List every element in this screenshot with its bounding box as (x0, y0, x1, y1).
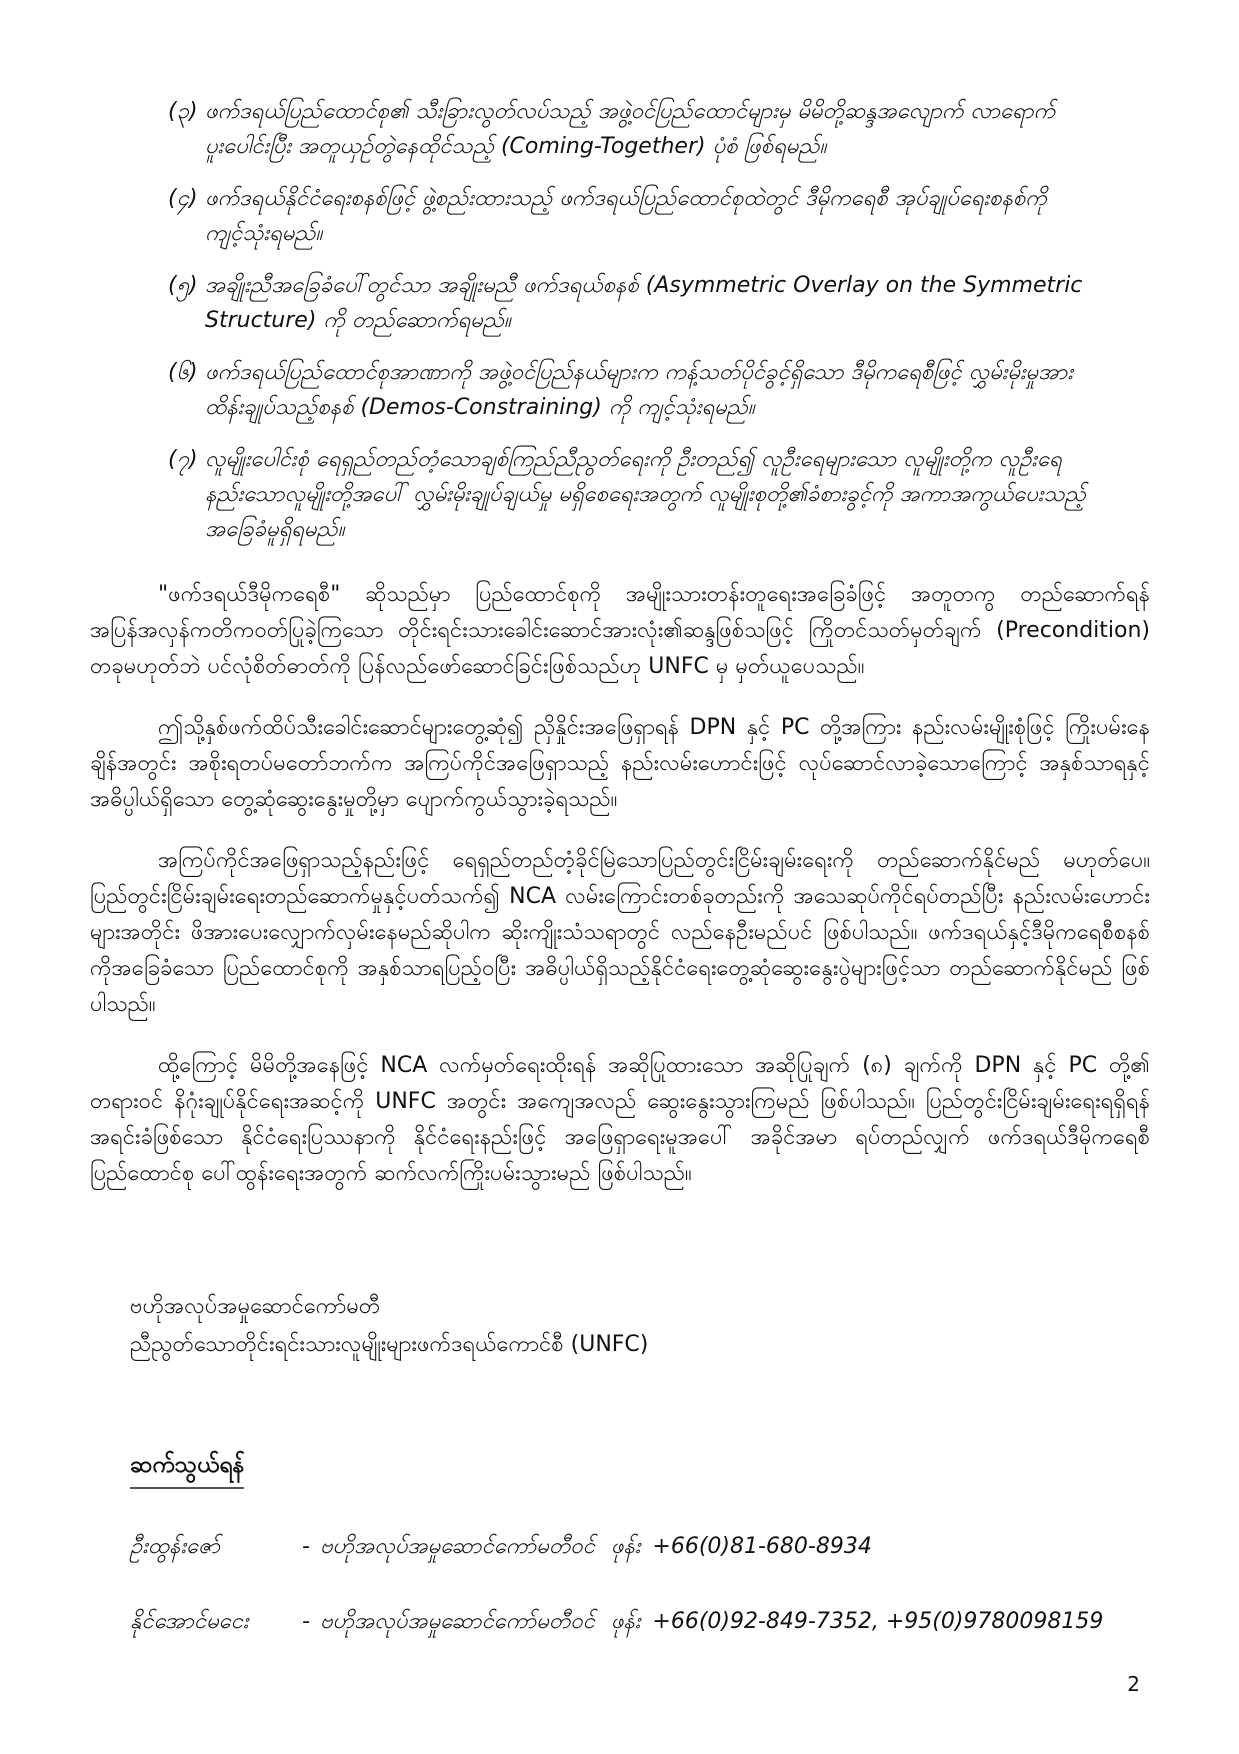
signature-block (130, 1288, 1150, 1364)
contact-phone-number: +66(0)92-849-7352, +95(0)9780098159 (652, 1609, 1104, 1634)
list-item-5 (168, 268, 1098, 338)
body-paragraph-4: ထို့ကြောင့် မိမိတို့အနေဖြင့် NCA လက်မှတ်ရေးထိုးရန် အဆိုပြုထားသော အဆိုပြုချက် (၈) ချက်ကို DPN နှင့် PC တို့၏ တရားဝင် နိဂုံးချုပ်နိုင်ရေးအဆင့်ကို UNFC အတွင်း အကျေအလည် ဆွေးနွေးသွားကြမည် ဖြစ်ပါသည်။ ပြည်တွင်းငြိမ်းချမ်းရေးရရှိရန် အရင်းခံဖြစ်သော နိုင်ငံရေးပြဿနာကို နိုင်ငံရေးနည်းဖြင့် အဖြေရှာရေးမူအပေါ် အခိုင်အမာ ရပ်တည်လျှက် ဖက်ဒရယ်ဒီမိုကရေစီပြည်ထောင်စု ပေါ်ထွန်းရေးအတွက် ဆက်လက်ကြိုးပမ်းသွားမည် ဖြစ်ပါသည်။ (90, 1053, 1150, 1186)
contact-phone-number: +66(0)81-680-8934 (652, 1534, 872, 1559)
list-item-number: (၄) (168, 186, 198, 211)
list-item-3 (168, 94, 1098, 164)
body-paragraph-1: "ဖက်ဒရယ်ဒီမိုကရေစီ" ဆိုသည်မှာ ပြည်ထောင်စုကို အမျိုးသားတန်းတူရေးအခြေခံဖြင့် အတူတကွ တည်ဆောက်ရန် အပြန်အလှန်ကတိကဝတ်ပြုခဲ့ကြသော တိုင်းရင်းသားခေါင်းဆောင်အားလုံး၏ဆန္ဒဖြစ်သဖြင့် ကြိုတင်သတ်မှတ်ချက် (Precondition) တခုမဟုတ်ဘဲ ပင်လုံစိတ်ဓာတ်ကို ပြန်လည်ဖော်ဆောင်ခြင်းဖြစ်သည်ဟု UNFC မှ မှတ်ယူပေသည်။ (90, 582, 1150, 679)
page-number: 2 (1127, 1672, 1140, 1696)
list-item-number: (၇) (168, 447, 198, 472)
contact-phone-label: ဖုန်း (610, 1534, 641, 1559)
list-item-7 (168, 442, 1098, 547)
signature-organization: ညီညွတ်သောတိုင်းရင်းသားလူမျိုးများဖက်ဒရယ်ကောင်စီ (UNFC) (130, 1332, 649, 1357)
list-item-number: (၆) (168, 360, 198, 385)
signature-committee: ဗဟိုအလုပ်အမှုဆောင်ကော်မတီ (130, 1294, 381, 1319)
list-item-4 (168, 181, 1098, 251)
contact-entry-2 (130, 1606, 1150, 1639)
list-item-number: (၃) (168, 99, 198, 124)
contact-name: နိုင်အောင်မငေး (130, 1609, 249, 1634)
list-item-number: (၅) (168, 273, 198, 298)
contact-phone-label: ဖုန်း (610, 1609, 641, 1634)
contact-heading: ဆက်သွယ်ရန် (130, 1450, 244, 1489)
contact-entry-1 (130, 1531, 1150, 1564)
contact-role: ဗဟိုအလုပ်အမှုဆောင်ကော်မတီဝင် (319, 1609, 595, 1634)
contact-role: ဗဟိုအလုပ်အမှုဆောင်ကော်မတီဝင် (319, 1534, 595, 1559)
list-item-text: ဖက်ဒရယ်ပြည်ထောင်စု၏ သီးခြားလွတ်လပ်သည့် အဖွဲ့ဝင်ပြည်ထောင်များမှ မိမိတို့ဆန္ဒအလျောက် လာရောက်ပူးပေါင်းပြီး အတူယှဉ်တွဲနေထိုင်သည့် (Coming-Together) ပုံစံ ဖြစ်ရမည်။ (205, 99, 1056, 159)
statement-list (90, 94, 1150, 547)
contact-dash: - (302, 1609, 310, 1634)
body-paragraph-2: ဤသို့နှစ်ဖက်ထိပ်သီးခေါင်းဆောင်များတွေ့ဆုံ၍ ညှိနှိုင်းအဖြေရှာရန် DPN နှင့် PC တို့အကြား နည်းလမ်းမျိုးစုံဖြင့် ကြိုးပမ်းနေချိန်အတွင်း အစိုးရတပ်မတော်ဘက်က အကြပ်ကိုင်အဖြေရှာသည့် နည်းလမ်းဟောင်းဖြင့် လုပ်ဆောင်လာခဲ့သောကြောင့် အနှစ်သာရနှင့်အဓိပ္ပါယ်ရှိသော တွေ့ဆုံဆွေးနွေးမှုတို့မှာ ပျောက်ကွယ်သွားခဲ့ရသည်။ (90, 715, 1150, 812)
list-item-6 (168, 355, 1098, 425)
contact-dash: - (302, 1534, 310, 1559)
list-item-text: ဖက်ဒရယ်ပြည်ထောင်စုအာဏာကို အဖွဲ့ဝင်ပြည်နယ်များက ကန့်သတ်ပိုင်ခွင့်ရှိသော ဒီမိုကရေစီဖြင့် လွှမ်းမိုးမှုအား ထိန်းချုပ်သည့်စနစ် (Demos-Constraining) ကို ကျင့်သုံးရမည်။ (205, 360, 1073, 420)
body-paragraph-3: အကြပ်ကိုင်အဖြေရှာသည့်နည်းဖြင့် ရေရှည်တည်တံ့ခိုင်မြဲသောပြည်တွင်းငြိမ်းချမ်းရေးကို တည်ဆောက်နိုင်မည် မဟုတ်ပေ။ ပြည်တွင်းငြိမ်းချမ်းရေးတည်ဆောက်မှုနှင့်ပတ်သက်၍ NCA လမ်းကြောင်းတစ်ခုတည်းကို အသေဆုပ်ကိုင်ရပ်တည်ပြီး နည်းလမ်းဟောင်းများအတိုင်း ဖိအားပေးလျှောက်လှမ်းနေမည်ဆိုပါက ဆိုးကျိုးသံသရာတွင် လည်နေဦးမည်ပင် ဖြစ်ပါသည်။ ဖက်ဒရယ်နှင့်ဒီမိုကရေစီစနစ်ကိုအခြေခံသော ပြည်ထောင်စုကို အနှစ်သာရပြည့်ဝပြီး အဓိပ္ပါယ်ရှိသည့်နိုင်ငံရေးတွေ့ဆုံဆွေးနွေးပွဲများဖြင့်သာ တည်ဆောက်နိုင်မည် ဖြစ်ပါသည်။ (90, 848, 1150, 1017)
list-item-text: လူမျိုးပေါင်းစုံ ရေရှည်တည်တံ့သောချစ်ကြည်ညီညွတ်ရေးကို ဦးတည်၍ လူဦးရေများသော လူမျိုးတို့က လူဦးရေနည်းသောလူမျိုးတို့အပေါ် လွှမ်းမိုးချုပ်ချယ်မှု မရှိစေရေးအတွက် လူမျိုးစုတို့၏ခံစားခွင့်ကို အကာအကွယ်ပေးသည့် အခြေခံမူရှိရမည်။ (205, 447, 1086, 542)
list-item-text: ဖက်ဒရယ်နိုင်ငံရေးစနစ်ဖြင့် ဖွဲ့စည်းထားသည့် ဖက်ဒရယ်ပြည်ထောင်စုထဲတွင် ဒီမိုကရေစီ အုပ်ချုပ်ရေးစနစ်ကို ကျင့်သုံးရမည်။ (205, 186, 1047, 246)
contact-name: ဦးထွန်းဇော် (130, 1534, 221, 1559)
list-item-text: အချိုးညီအခြေခံပေါ်တွင်သာ အချိုးမညီ ဖက်ဒရယ်စနစ် (Asymmetric Overlay on the Symmetric Structure) ကို တည်ဆောက်ရမည်။ (205, 273, 1083, 333)
